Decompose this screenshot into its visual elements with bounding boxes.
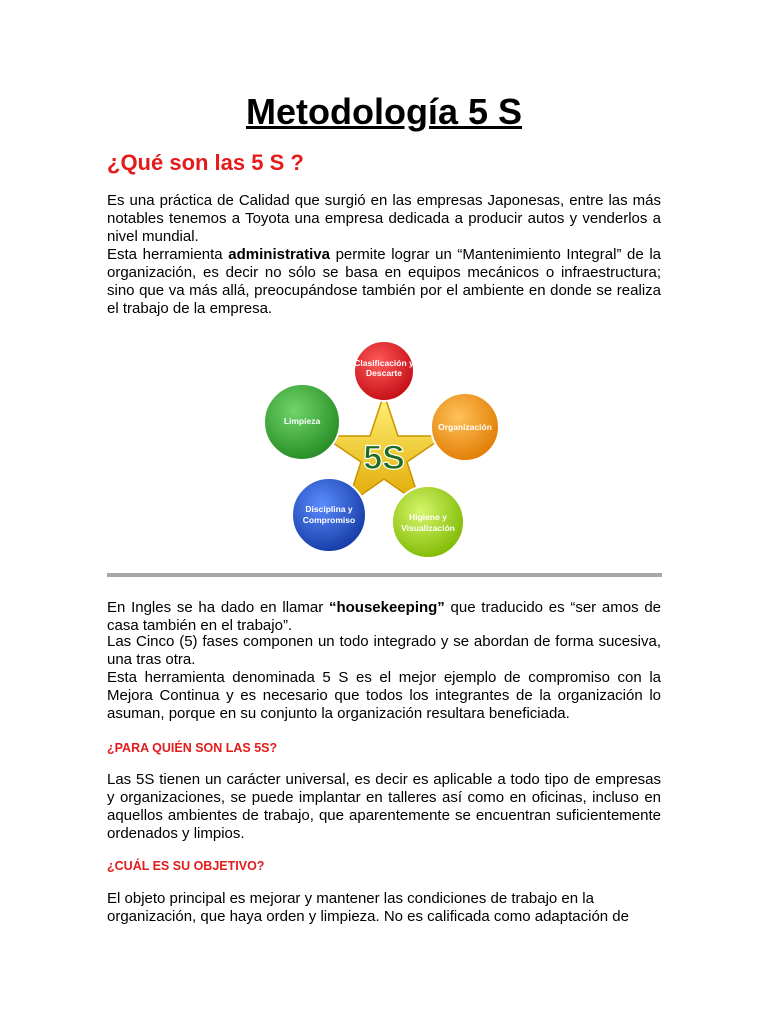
section-heading-que-son: ¿Qué son las 5 S ?: [107, 150, 304, 175]
housekeeping-bold-word: “housekeeping”: [328, 599, 445, 616]
section-heading-objetivo: ¿CUÁL ES SU OBJETIVO?: [107, 859, 265, 873]
intro-line: notables tenemos a Toyota una empresa dedicada a producir autos y venderlos a: [107, 210, 661, 227]
cinco-fases-paragraph: Las Cinco (5) fases componen un todo integrado y se abordan de forma sucesiva, una tras otra.: [107, 633, 661, 668]
section-divider: [107, 573, 662, 577]
mejora-continua-paragraph: Esta herramienta denominada 5 S es el mejor ejemplo de compromiso con la Mejora Continua y es necesario que todos los integrantes de la organización lo asuman, porque en su conjunto la organización resultara beneficiada.: [107, 669, 661, 722]
circle-label: Visualización: [401, 523, 455, 533]
circle-higiene: [392, 486, 464, 558]
center-label: 5S: [363, 439, 405, 477]
circle-label: Higiene y: [409, 512, 447, 522]
herramienta-text-start: Esta herramienta: [107, 246, 229, 263]
housekeeping-text-end: que traducido es “ser amos de casa también en el trabajo”.: [107, 599, 662, 634]
circle-label: Limpieza: [283, 416, 321, 426]
para-quien-paragraph: Las 5S tienen un carácter universal, es decir es aplicable a todo tipo de empresas y organizaciones, se puede implantar en talleres así como en oficinas, incluso en aquellos ambientes de trabajo, que aparentemente se encuentran suficientemente ordenados y limpios.: [107, 771, 661, 842]
intro-line: nivel mundial.: [107, 228, 199, 245]
herramienta-bold-word: administrativa: [228, 246, 330, 263]
circle-limpieza: [264, 384, 340, 460]
herramienta-paragraph: [107, 246, 661, 318]
section-heading-para-quien: ¿PARA QUIÉN SON LAS 5S?: [107, 741, 278, 755]
page-title: Metodología 5 S: [245, 91, 522, 132]
herramienta-text-end: permite lograr un “Mantenimiento Integral” de la organización, es decir no sólo se basa en equipos mecánicos o infraestructura; sino que va más allá, preocupándose también por el ambiente en donde se realiza el trabajo de la empresa.: [107, 246, 662, 317]
intro-line: Es una práctica de Calidad que surgió en las empresas Japonesas, entre las más: [107, 192, 661, 209]
five-s-diagram: [255, 340, 515, 565]
circle-label: Disciplina y: [305, 504, 353, 514]
circle-label: Clasificación y: [354, 358, 414, 368]
circle-organizacion: [431, 393, 499, 461]
circle-clasificacion: [354, 341, 414, 401]
housekeeping-paragraph: [107, 599, 661, 635]
circle-label: Compromiso: [302, 515, 356, 525]
housekeeping-text-start: En Ingles se ha dado en llamar: [107, 599, 329, 616]
circle-label: Organización: [438, 422, 492, 432]
circle-label: Descarte: [366, 368, 402, 378]
circle-disciplina: [292, 478, 366, 552]
objetivo-paragraph: El objeto principal es mejorar y mantener las condiciones de trabajo en la organización, que haya orden y limpieza. No es calificada como adaptación de: [107, 890, 629, 925]
intro-paragraph: [107, 192, 661, 246]
